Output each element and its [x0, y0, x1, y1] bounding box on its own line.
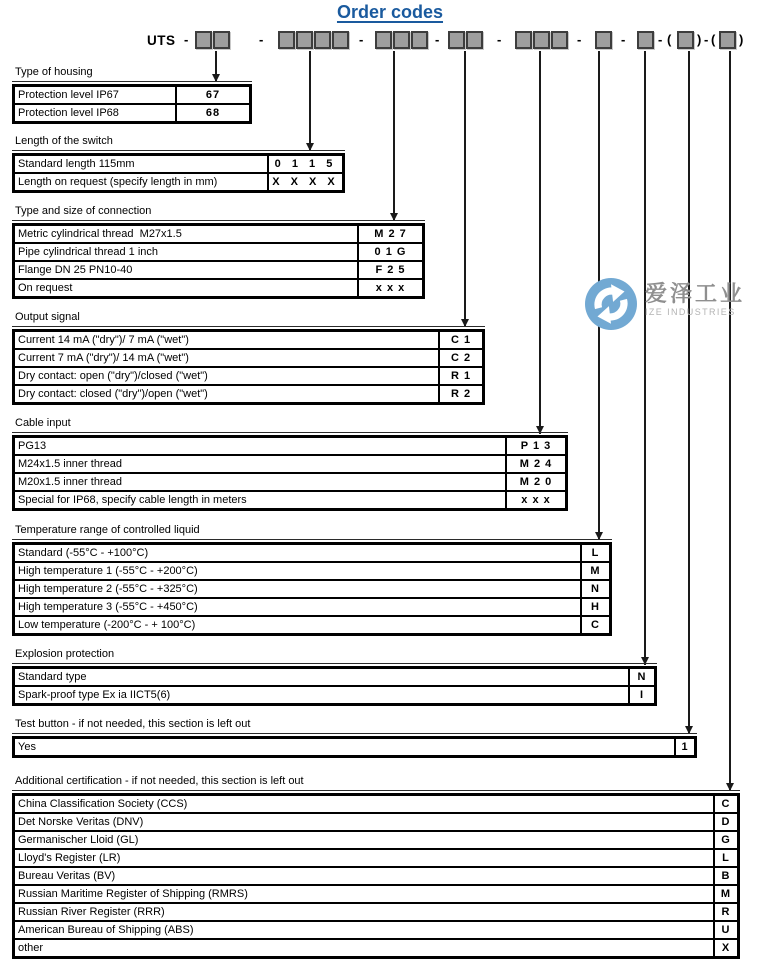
section-label: Temperature range of controlled liquid — [12, 524, 612, 540]
section-explosion-protection — [12, 648, 657, 706]
code-box — [332, 31, 349, 49]
row-description: Det Norske Veritas (DNV) — [18, 816, 144, 828]
row-description: other — [18, 942, 44, 954]
connector-line-connection — [393, 51, 395, 221]
row-code: x x x — [357, 280, 422, 296]
code-group-output-signal — [448, 31, 483, 49]
section-table — [12, 542, 612, 636]
row-description: PG13 — [18, 440, 47, 452]
table-row — [15, 561, 609, 579]
row-description: China Classification Society (CCS) — [18, 798, 188, 810]
row-description: Dry contact: open ("dry")/closed ("wet") — [18, 370, 208, 382]
section-label: Type of housing — [12, 66, 252, 82]
row-code: M 2 0 — [505, 474, 565, 490]
row-code: M — [580, 563, 609, 579]
table-row — [15, 902, 737, 920]
code-box — [314, 31, 331, 49]
row-code: L — [580, 545, 609, 561]
row-code: D — [713, 814, 737, 830]
table-row — [15, 920, 737, 938]
section-table — [12, 223, 425, 299]
table-row — [15, 579, 609, 597]
row-code: G — [713, 832, 737, 848]
paren-open: ( — [711, 32, 716, 47]
paren-close: ) — [697, 32, 702, 47]
row-description: Current 7 mA ("dry")/ 14 mA ("wet") — [18, 352, 189, 364]
code-box — [533, 31, 550, 49]
row-code: 67 — [175, 87, 249, 103]
connector-line-cable-input — [539, 51, 541, 434]
table-row — [15, 615, 609, 633]
code-box — [719, 31, 736, 49]
code-separator: - — [658, 32, 663, 47]
row-description: Standard type — [18, 671, 87, 683]
row-description: Metric cylindrical thread M27x1.5 — [18, 228, 182, 240]
section-table — [12, 435, 568, 511]
code-box — [393, 31, 410, 49]
code-group-cable-input — [515, 31, 568, 49]
row-description: American Bureau of Shipping (ABS) — [18, 924, 194, 936]
row-code: R 1 — [438, 368, 482, 384]
section-table — [12, 153, 345, 193]
row-code: X — [713, 940, 737, 956]
row-description: Protection level IP67 — [18, 89, 119, 101]
code-separator: - — [435, 32, 440, 47]
table-row — [15, 278, 422, 296]
code-separator: - — [704, 32, 709, 47]
row-description: On request — [18, 282, 73, 294]
code-box — [213, 31, 230, 49]
table-row — [15, 490, 565, 508]
code-box — [195, 31, 212, 49]
section-test-button — [12, 718, 697, 758]
section-table — [12, 736, 697, 758]
code-box — [411, 31, 428, 49]
section-label: Additional certification - if not needed, this section is left out — [12, 775, 740, 791]
row-description: Standard (-55°C - +100°C) — [18, 547, 149, 559]
code-box — [296, 31, 313, 49]
table-row — [15, 332, 482, 348]
table-row — [15, 384, 482, 402]
section-connection — [12, 205, 425, 299]
code-box — [677, 31, 694, 49]
logo-chinese-name: 爱泽工业 — [645, 281, 746, 306]
row-code: 0 1 1 5 — [267, 156, 342, 172]
code-box — [637, 31, 654, 49]
table-row — [15, 454, 565, 472]
row-code: N — [580, 581, 609, 597]
table-row — [15, 156, 342, 172]
table-row — [15, 348, 482, 366]
row-code: P 1 3 — [505, 438, 565, 454]
section-table — [12, 84, 252, 124]
table-row — [15, 938, 737, 956]
paren-close: ) — [739, 32, 744, 47]
code-box — [595, 31, 612, 49]
page-title: Order codes — [336, 2, 444, 22]
row-code: C 1 — [438, 332, 482, 348]
code-box — [448, 31, 465, 49]
table-row — [15, 796, 737, 812]
table-row — [15, 830, 737, 848]
code-box — [466, 31, 483, 49]
ize-logo-icon — [585, 278, 637, 330]
code-group-housing — [195, 31, 230, 49]
section-table — [12, 666, 657, 706]
row-code: M 2 4 — [505, 456, 565, 472]
row-code: F 2 5 — [357, 262, 422, 278]
row-description: High temperature 3 (-55°C - +450°C) — [18, 601, 198, 613]
code-separator: - — [577, 32, 582, 47]
row-code: 0 1 G — [357, 244, 422, 260]
table-row — [15, 545, 609, 561]
row-description: M24x1.5 inner thread — [18, 458, 122, 470]
row-description: Special for IP68, specify cable length in meters — [18, 494, 247, 506]
row-description: Yes — [18, 741, 36, 753]
ize-watermark — [585, 278, 745, 330]
row-description: Flange DN 25 PN10-40 — [18, 264, 133, 276]
row-description: Lloyd's Register (LR) — [18, 852, 121, 864]
table-row — [15, 848, 737, 866]
row-description: Protection level IP68 — [18, 107, 119, 119]
row-description: Germanischer Lloid (GL) — [18, 834, 139, 846]
row-description: Bureau Veritas (BV) — [18, 870, 116, 882]
code-group-temperature — [595, 31, 612, 49]
table-row — [15, 472, 565, 490]
row-code: x x x — [505, 492, 565, 508]
code-box — [278, 31, 295, 49]
row-description: Standard length 115mm — [18, 158, 135, 170]
section-label: Length of the switch — [12, 135, 345, 151]
section-table — [12, 329, 485, 405]
code-separator: - — [621, 32, 626, 47]
table-row — [15, 172, 342, 190]
row-code: H — [580, 599, 609, 615]
section-type-of-housing — [12, 66, 252, 124]
row-code: C — [713, 796, 737, 812]
row-code: R — [713, 904, 737, 920]
section-length-of-switch — [12, 135, 345, 193]
ize-logo-text — [645, 278, 745, 318]
section-table — [12, 793, 740, 959]
section-additional-certification — [12, 775, 740, 959]
table-row — [15, 260, 422, 278]
code-box — [551, 31, 568, 49]
code-box — [375, 31, 392, 49]
table-row — [15, 812, 737, 830]
connector-line-explosion — [644, 51, 646, 665]
code-separator: - — [497, 32, 502, 47]
row-code: B — [713, 868, 737, 884]
row-description: Current 14 mA ("dry")/ 7 mA ("wet") — [18, 334, 189, 346]
row-code: U — [713, 922, 737, 938]
code-group-connection — [375, 31, 428, 49]
connector-line-test-button — [688, 51, 690, 734]
row-code: 1 — [674, 739, 694, 755]
table-row — [15, 866, 737, 884]
code-group-test-button — [677, 31, 694, 49]
row-code: M — [713, 886, 737, 902]
row-code: I — [628, 687, 654, 703]
table-row — [15, 87, 249, 103]
row-description: Pipe cylindrical thread 1 inch — [18, 246, 159, 258]
table-row — [15, 597, 609, 615]
row-code: X X X X — [267, 174, 342, 190]
section-cable-input — [12, 417, 568, 511]
row-description: M20x1.5 inner thread — [18, 476, 122, 488]
table-row — [15, 884, 737, 902]
row-description: Russian Maritime Register of Shipping (RMRS) — [18, 888, 248, 900]
code-group-explosion — [637, 31, 654, 49]
row-code: R 2 — [438, 386, 482, 402]
table-row — [15, 685, 654, 703]
row-description: Low temperature (-200°C - + 100°C) — [18, 619, 196, 631]
row-description: Spark-proof type Ex ia IICT5(6) — [18, 689, 171, 701]
logo-english-name: IZE INDUSTRIES — [645, 307, 736, 317]
row-code: C — [580, 617, 609, 633]
row-code: C 2 — [438, 350, 482, 366]
table-row — [15, 438, 565, 454]
row-description: Dry contact: closed ("dry")/open ("wet") — [18, 388, 208, 400]
row-description: High temperature 1 (-55°C - +200°C) — [18, 565, 198, 577]
row-code: M 2 7 — [357, 226, 422, 242]
row-code: N — [628, 669, 654, 685]
code-separator: - — [184, 32, 189, 47]
connector-line-certification — [729, 51, 731, 791]
row-description: Length on request (specify length in mm) — [18, 176, 218, 188]
connector-line-output-signal — [464, 51, 466, 327]
code-group-certification — [719, 31, 736, 49]
section-label: Explosion protection — [12, 648, 657, 664]
row-code: L — [713, 850, 737, 866]
table-row — [15, 103, 249, 121]
code-separator: - — [259, 32, 264, 47]
table-row — [15, 366, 482, 384]
code-box — [515, 31, 532, 49]
row-code: 68 — [175, 105, 249, 121]
section-output-signal — [12, 311, 485, 405]
table-row — [15, 242, 422, 260]
section-label: Cable input — [12, 417, 568, 433]
code-prefix: UTS — [147, 33, 176, 48]
row-description: Russian River Register (RRR) — [18, 906, 165, 918]
row-description: High temperature 2 (-55°C - +325°C) — [18, 583, 198, 595]
section-temperature-range — [12, 524, 612, 636]
section-label: Output signal — [12, 311, 485, 327]
section-label: Type and size of connection — [12, 205, 425, 221]
table-row — [15, 669, 654, 685]
code-group-length — [278, 31, 349, 49]
paren-open: ( — [667, 32, 672, 47]
section-label: Test button - if not needed, this section is left out — [12, 718, 697, 734]
table-row — [15, 739, 694, 755]
table-row — [15, 226, 422, 242]
code-separator: - — [359, 32, 364, 47]
